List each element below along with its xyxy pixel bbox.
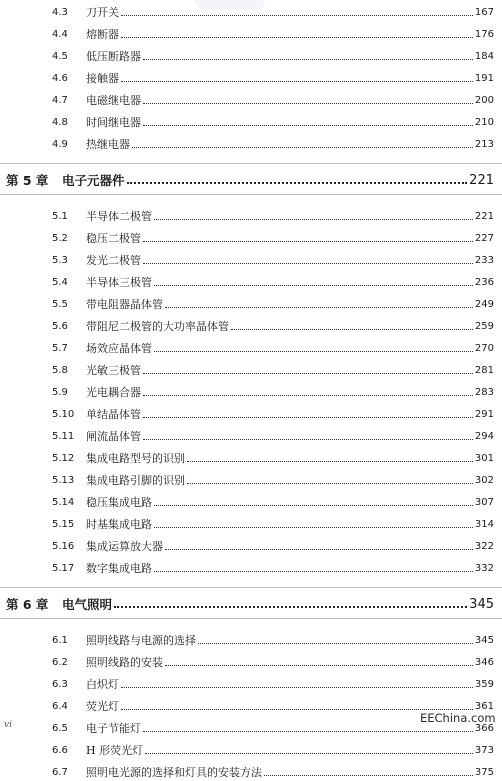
chapter-rule-top	[0, 163, 502, 164]
section-entry[interactable]	[52, 471, 494, 489]
section-number: 5.17	[52, 562, 75, 574]
section-title: 场效应晶体管	[86, 342, 152, 355]
page-ref: 270	[474, 342, 494, 354]
section-number: 6.1	[52, 634, 68, 646]
leader-dots	[165, 665, 473, 666]
section-title: 半导体二极管	[86, 210, 152, 223]
section-number: 4.6	[52, 72, 68, 84]
page-ref: 345	[469, 596, 494, 612]
section-title: 照明线路的安装	[86, 656, 163, 669]
leader-dots	[165, 549, 473, 550]
leader-dots	[143, 263, 473, 264]
section-number: 5.5	[52, 298, 68, 310]
section-number: 5.10	[52, 408, 75, 420]
leader-dots	[143, 125, 473, 126]
section-number: 4.7	[52, 94, 68, 106]
chapter-number: 第 6 章	[6, 597, 49, 612]
page-ref: 345	[474, 634, 494, 646]
section-entry[interactable]	[52, 405, 494, 423]
section-number: 6.4	[52, 700, 68, 712]
section-number: 4.9	[52, 138, 68, 150]
leader-dots	[165, 307, 473, 308]
section-entry[interactable]	[52, 295, 494, 313]
section-entry[interactable]	[52, 91, 494, 109]
section-number: 5.8	[52, 364, 68, 376]
leader-dots	[143, 395, 473, 396]
section-number: 5.11	[52, 430, 75, 442]
page-ref: 200	[474, 94, 494, 106]
page-ref: 307	[474, 496, 494, 508]
page-ref: 249	[474, 298, 494, 310]
page-ref: 373	[474, 744, 494, 756]
leader-dots	[121, 709, 473, 710]
leader-dots	[121, 15, 473, 16]
leader-dots	[121, 37, 473, 38]
section-title: 电子节能灯	[86, 722, 141, 735]
page-ref: 332	[474, 562, 494, 574]
section-entry[interactable]	[52, 537, 494, 555]
page-ref: 167	[474, 6, 494, 18]
section-number: 4.3	[52, 6, 68, 18]
section-title: 带阻尼二极管的大功率晶体管	[86, 320, 229, 333]
section-entry[interactable]	[52, 559, 494, 577]
leader-dots	[143, 103, 473, 104]
section-number: 5.13	[52, 474, 75, 486]
page-ref: 302	[474, 474, 494, 486]
page-ref: 283	[474, 386, 494, 398]
section-entry[interactable]	[52, 361, 494, 379]
section-title: 接触器	[86, 72, 119, 85]
chapter-title: 电子元器件	[62, 173, 125, 188]
leader-dots	[121, 81, 473, 82]
leader-dots	[143, 417, 473, 418]
leader-dots	[114, 606, 467, 608]
section-entry[interactable]	[52, 427, 494, 445]
leader-dots	[154, 219, 473, 220]
section-entry[interactable]	[52, 251, 494, 269]
section-entry[interactable]	[52, 317, 494, 335]
section-title: 集成电路型号的识别	[86, 452, 185, 465]
page-ref: 281	[474, 364, 494, 376]
section-entry[interactable]	[52, 229, 494, 247]
section-title: 光敏三极管	[86, 364, 141, 377]
page-ref: 233	[474, 254, 494, 266]
section-number: 4.8	[52, 116, 68, 128]
leader-dots	[198, 643, 473, 644]
leader-dots	[187, 483, 473, 484]
leader-dots	[154, 527, 473, 528]
section-entry[interactable]	[52, 631, 494, 649]
page-ref: 366	[474, 722, 494, 734]
leader-dots	[121, 687, 473, 688]
chapter-number: 第 5 章	[6, 173, 49, 188]
section-title: 热继电器	[86, 138, 130, 151]
section-title: H 形荧光灯	[86, 744, 144, 757]
leader-dots	[143, 439, 473, 440]
page-ref: 210	[474, 116, 494, 128]
section-number: 5.3	[52, 254, 68, 266]
page-ref: 221	[469, 172, 494, 188]
section-number: 5.2	[52, 232, 68, 244]
page-ref: 236	[474, 276, 494, 288]
leader-dots	[264, 775, 473, 776]
leader-dots	[127, 182, 468, 184]
page-ref: 346	[474, 656, 494, 668]
section-number: 4.4	[52, 28, 68, 40]
section-entry[interactable]	[52, 449, 494, 467]
page-ref: 375	[474, 766, 494, 778]
page-ref: 184	[474, 50, 494, 62]
section-entry[interactable]	[52, 47, 494, 65]
leader-dots	[154, 505, 473, 506]
section-entry[interactable]	[52, 25, 494, 43]
section-title: 熔断器	[86, 28, 119, 41]
section-entry[interactable]	[52, 339, 494, 357]
page-number: vi	[4, 720, 12, 730]
section-title: 时间继电器	[86, 116, 141, 129]
site-watermark: EEChina.com	[420, 711, 496, 725]
page-ref: 227	[474, 232, 494, 244]
section-number: 5.16	[52, 540, 75, 552]
section-title: 闸流晶体管	[86, 430, 141, 443]
section-entry[interactable]	[52, 675, 494, 693]
page-ref: 361	[474, 700, 494, 712]
section-number: 5.6	[52, 320, 68, 332]
page-ref: 314	[474, 518, 494, 530]
leader-dots	[145, 753, 473, 754]
section-entry[interactable]	[52, 763, 494, 781]
leader-dots	[154, 351, 473, 352]
section-entry[interactable]	[52, 135, 494, 153]
section-title: 低压断路器	[86, 50, 141, 63]
section-entry[interactable]	[52, 515, 494, 533]
section-title: 数字集成电路	[86, 562, 152, 575]
leader-dots	[154, 285, 473, 286]
section-entry[interactable]	[52, 69, 494, 87]
chapter-rule-top	[0, 587, 502, 588]
page-ref: 259	[474, 320, 494, 332]
page-ref: 322	[474, 540, 494, 552]
section-title: 半导体三极管	[86, 276, 152, 289]
page-ref: 221	[474, 210, 494, 222]
section-number: 5.14	[52, 496, 75, 508]
page-ref: 176	[474, 28, 494, 40]
section-number: 5.9	[52, 386, 68, 398]
section-number: 5.15	[52, 518, 75, 530]
section-entry[interactable]	[52, 273, 494, 291]
chapter-entry[interactable]	[6, 594, 494, 614]
section-number: 5.4	[52, 276, 68, 288]
page-ref: 294	[474, 430, 494, 442]
leader-dots	[132, 147, 473, 148]
section-entry[interactable]	[52, 207, 494, 225]
chapter-rule-bottom	[0, 194, 502, 195]
leader-dots	[187, 461, 473, 462]
page-ref: 213	[474, 138, 494, 150]
section-number: 4.5	[52, 50, 68, 62]
page-ref: 359	[474, 678, 494, 690]
section-title: 时基集成电路	[86, 518, 152, 531]
section-number: 5.7	[52, 342, 68, 354]
section-title: 照明线路与电源的选择	[86, 634, 196, 647]
leader-dots	[143, 241, 473, 242]
section-title: 照明电光源的选择和灯具的安装方法	[86, 766, 262, 779]
chapter-rule-bottom	[0, 618, 502, 619]
leader-dots	[143, 373, 473, 374]
leader-dots	[143, 59, 473, 60]
section-number: 6.7	[52, 766, 68, 778]
page-ref: 301	[474, 452, 494, 464]
section-entry[interactable]	[52, 113, 494, 131]
section-title: 带电阻器晶体管	[86, 298, 163, 311]
chapter-entry[interactable]	[6, 170, 494, 190]
section-title: 荧光灯	[86, 700, 119, 713]
section-number: 6.5	[52, 722, 68, 734]
section-title: 刀开关	[86, 6, 119, 19]
section-title: 单结晶体管	[86, 408, 141, 421]
page-ref: 291	[474, 408, 494, 420]
section-entry[interactable]	[52, 493, 494, 511]
chapter-title: 电气照明	[62, 597, 113, 612]
section-entry[interactable]	[52, 3, 494, 21]
section-number: 5.12	[52, 452, 75, 464]
section-title: 稳压二极管	[86, 232, 141, 245]
page-ref: 191	[474, 72, 494, 84]
section-number: 6.6	[52, 744, 68, 756]
section-number: 6.3	[52, 678, 68, 690]
leader-dots	[231, 329, 473, 330]
section-title: 电磁继电器	[86, 94, 141, 107]
section-title: 集成运算放大器	[86, 540, 163, 553]
section-title: 光电耦合器	[86, 386, 141, 399]
section-title: 集成电路引脚的识别	[86, 474, 185, 487]
section-entry[interactable]	[52, 383, 494, 401]
section-title: 白炽灯	[86, 678, 119, 691]
section-entry[interactable]	[52, 741, 494, 759]
section-number: 6.2	[52, 656, 68, 668]
leader-dots	[143, 731, 473, 732]
section-entry[interactable]	[52, 653, 494, 671]
section-title: 发光二极管	[86, 254, 141, 267]
section-title: 稳压集成电路	[86, 496, 152, 509]
section-number: 5.1	[52, 210, 68, 222]
leader-dots	[154, 571, 473, 572]
